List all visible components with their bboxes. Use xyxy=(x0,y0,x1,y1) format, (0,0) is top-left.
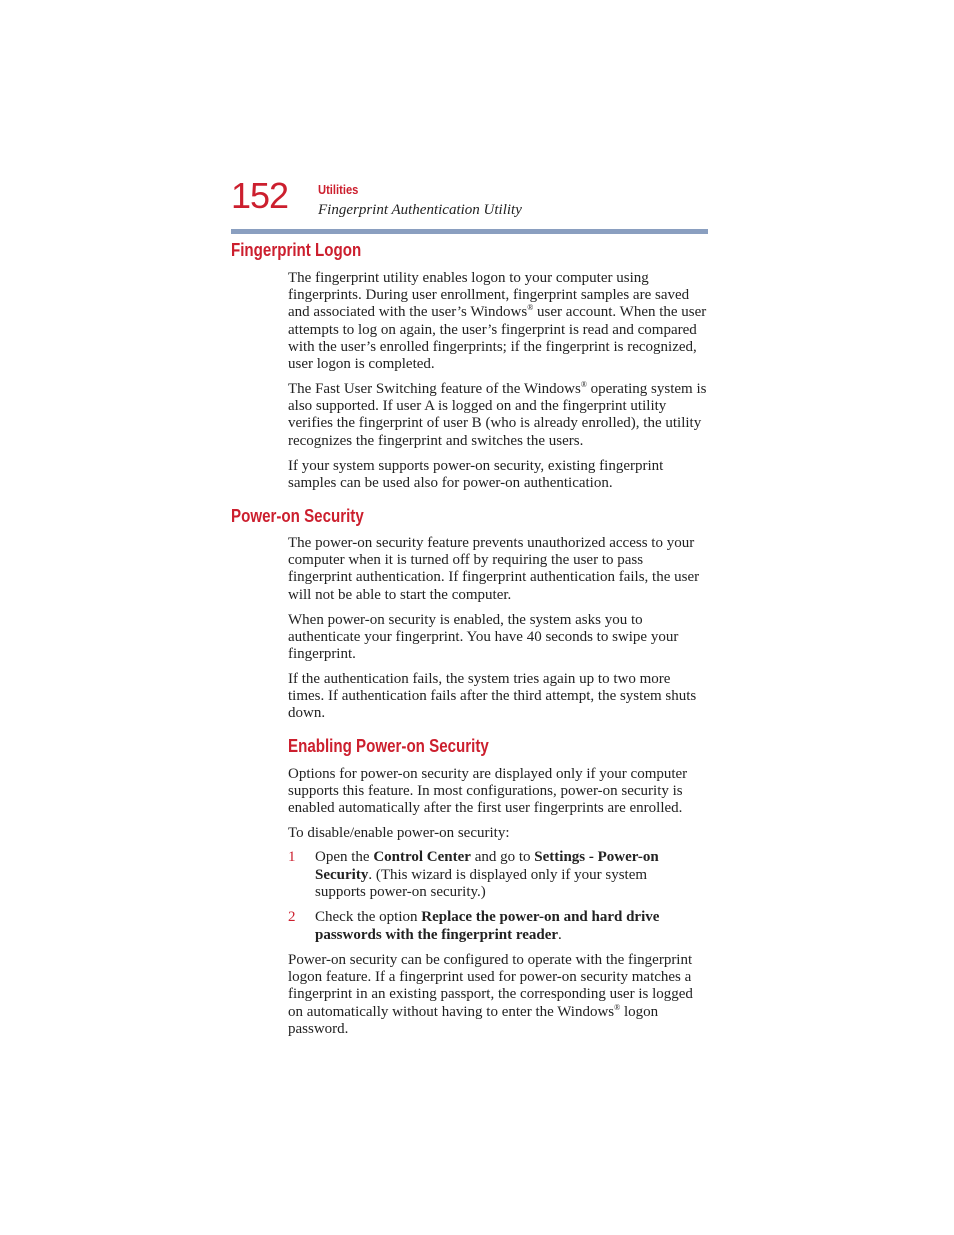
paragraph: Power-on security can be configured to operate with the fingerprint logon feature. If a fingerprint used for power-on security matches a fingerprint in an existing passport, the corresponding user is logged on automatically without having to enter the Windows® logon password. xyxy=(288,952,693,1037)
step-number: 1 xyxy=(288,849,296,865)
paragraph: Options for power-on security are displayed only if your computer supports this feature. In most configurations, power-on security is enabled automatically after the first user fingerprints are enrolled. xyxy=(288,766,688,817)
paragraph: When power-on security is enabled, the system asks you to authenticate your fingerprint. You have 40 seconds to swipe your fingerprint. xyxy=(288,612,679,663)
heading-enabling-power-on-security: Enabling Power-on Security xyxy=(288,736,489,756)
page-number: 152 xyxy=(231,175,289,216)
paragraph: The fingerprint utility enables logon to your computer using fingerprints. During user enrollment, fingerprint samples are saved and associated with the user’s Windows® user account. When the user attempts to log on again, the user’s fingerprint is read and compared with the user’s enrolled fingerprints; if the fingerprint is recognized, user logon is completed. xyxy=(288,270,707,373)
step-number: 2 xyxy=(288,909,296,925)
list-item xyxy=(288,909,708,945)
heading-fingerprint-logon: Fingerprint Logon xyxy=(231,240,362,260)
header-rule xyxy=(231,229,708,234)
heading-power-on-security: Power-on Security xyxy=(231,506,364,526)
section-subtitle: Fingerprint Authentication Utility xyxy=(318,202,522,218)
chapter-title: Utilities xyxy=(318,182,359,197)
paragraph: If your system supports power-on security, existing fingerprint samples can be used also for power-on authentication. xyxy=(288,458,664,492)
paragraph: The power-on security feature prevents unauthorized access to your computer when it is turned off by requiring the user to pass fingerprint authentication. If fingerprint authentication fails, the user will not be able to start the computer. xyxy=(288,535,700,603)
step-text: Open the Control Center and go to Settings - Power-on Security. (This wizard is displayed only if your system supports power-on security.) xyxy=(315,849,659,901)
paragraph: If the authentication fails, the system tries again up to two more times. If authentication fails after the third attempt, the system shuts down. xyxy=(288,671,697,722)
paragraph: The Fast User Switching feature of the Windows® operating system is also supported. If user A is logged on and the fingerprint utility verifies the fingerprint of user B (who is already enrolled), the utility recognizes the fingerprint and switches the users. xyxy=(288,380,707,449)
list-item xyxy=(288,849,708,903)
paragraph: To disable/enable power-on security: xyxy=(288,825,510,841)
step-text: Check the option Replace the power-on and hard drive passwords with the fingerprint reader. xyxy=(315,909,660,943)
